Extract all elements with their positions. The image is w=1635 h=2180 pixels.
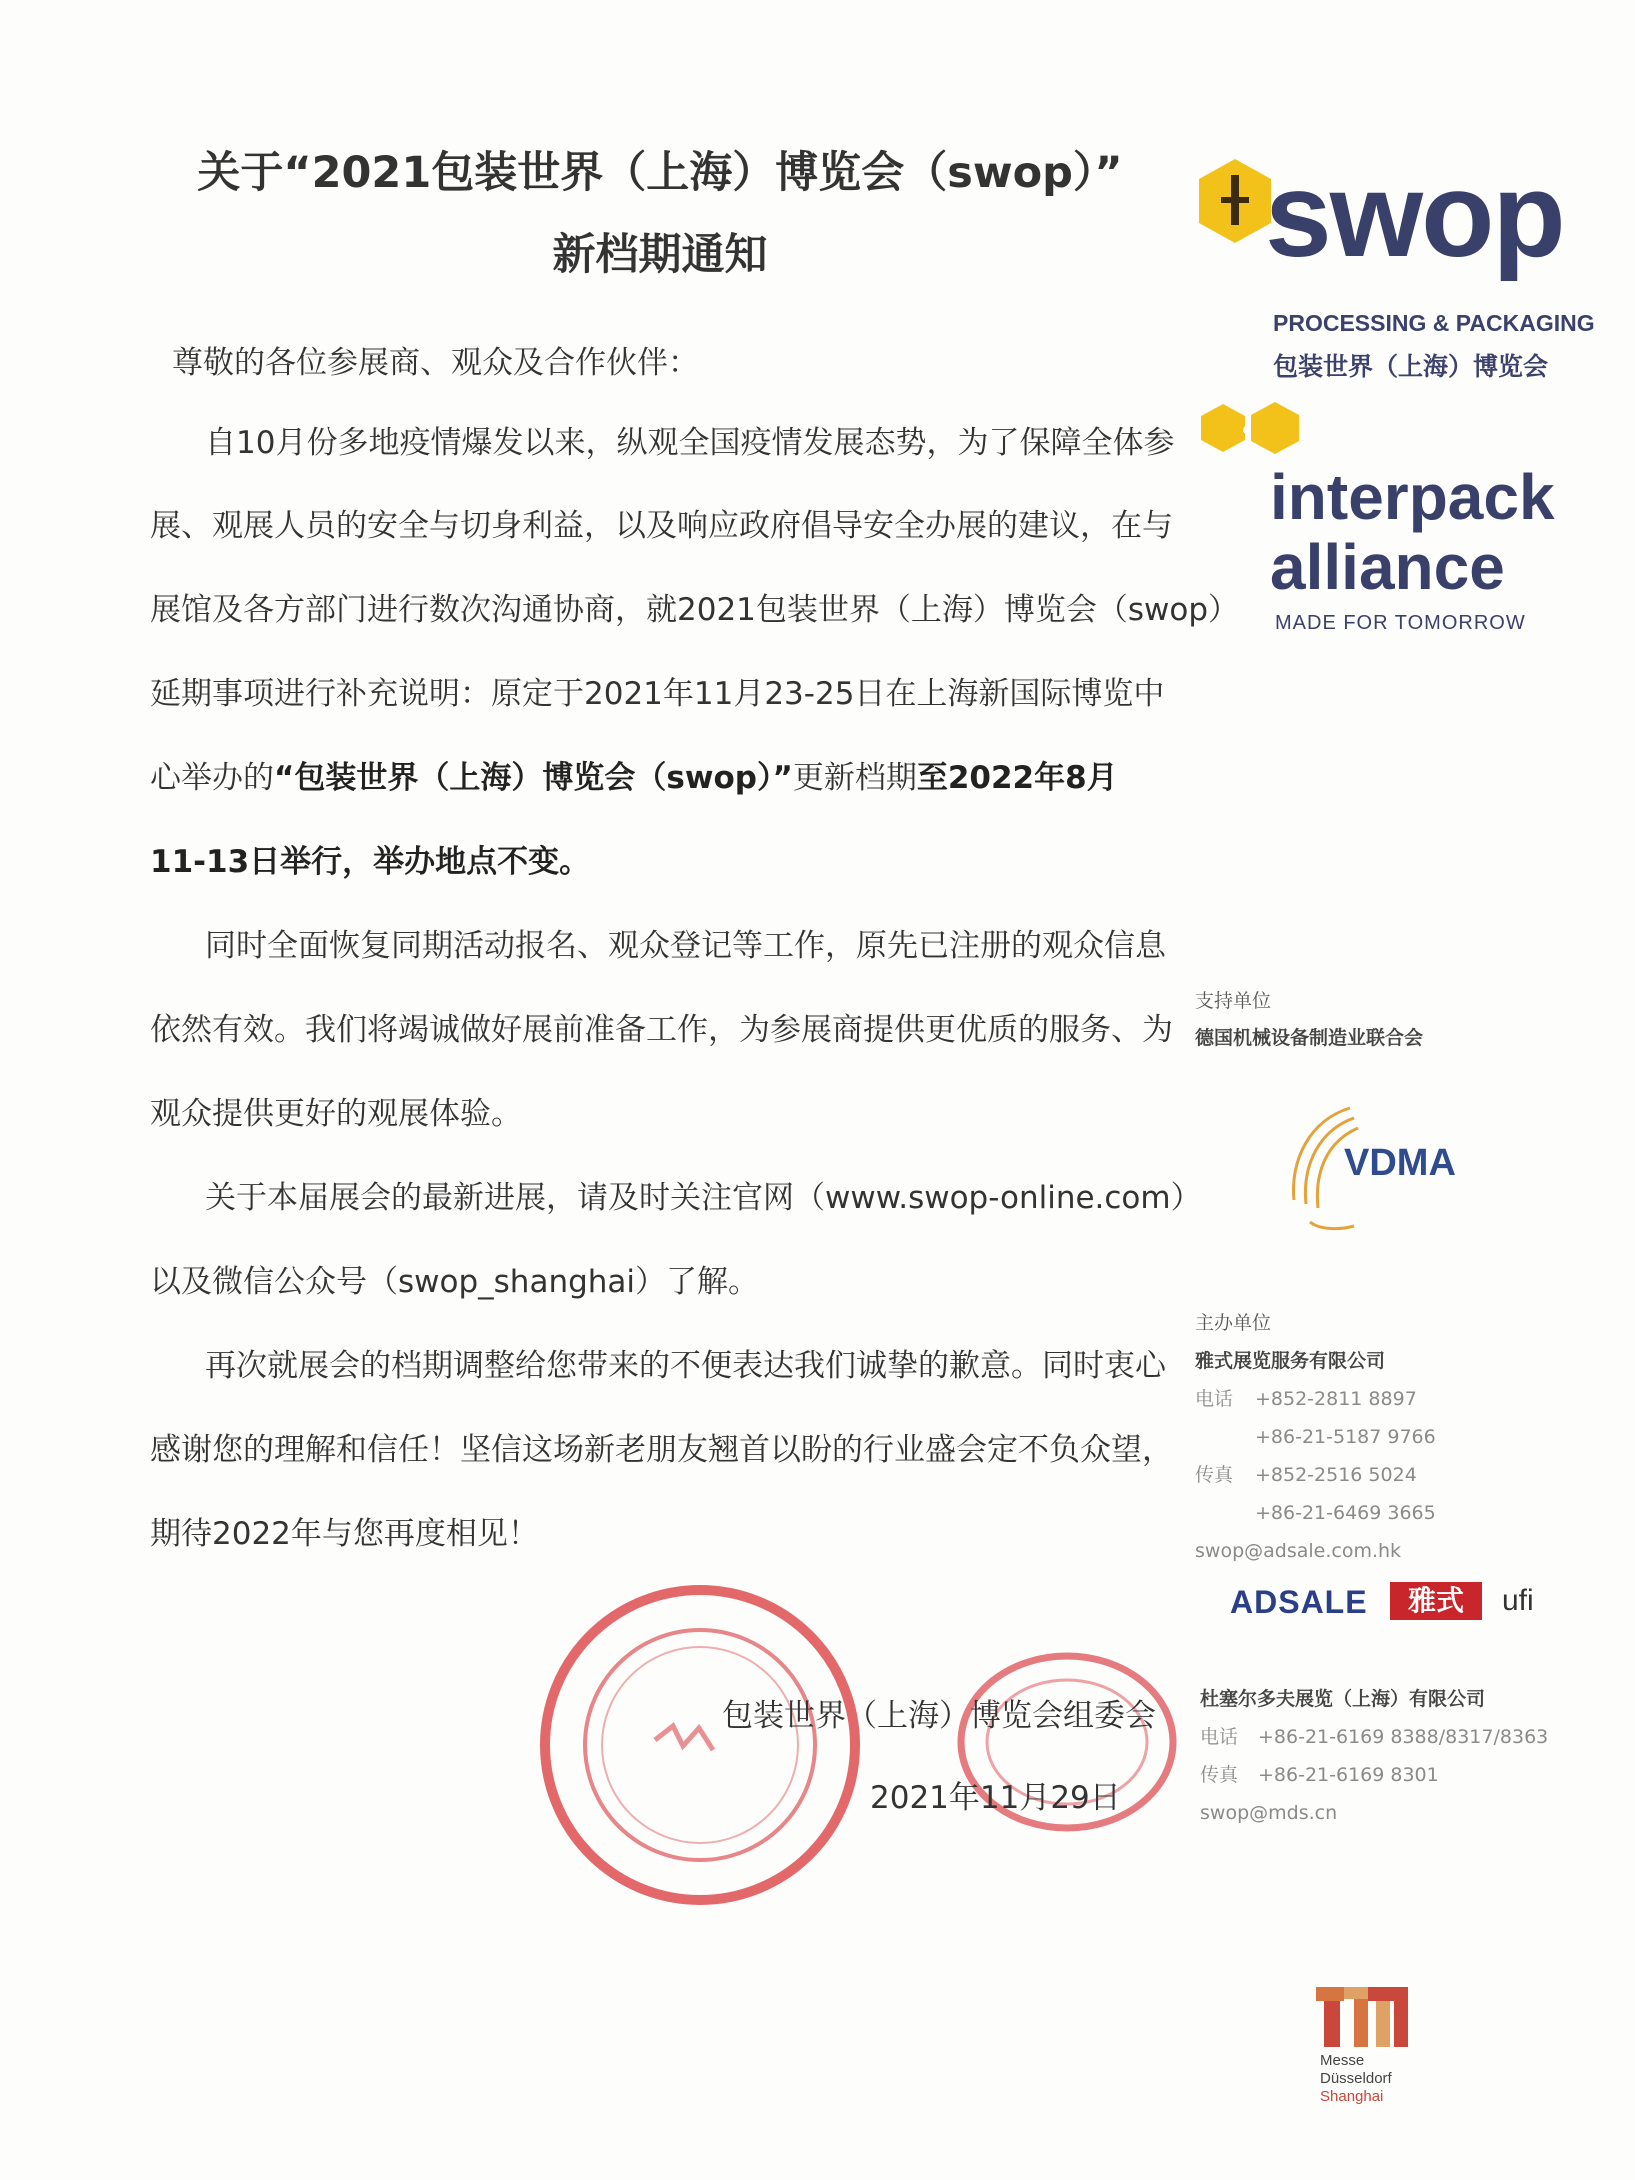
swop-hexagon-icon bbox=[1195, 157, 1275, 247]
support-label: 支持单位 bbox=[1195, 990, 1272, 1012]
swop-wordmark: swop bbox=[1265, 148, 1564, 282]
adsale-wordmark: ADSALE bbox=[1230, 1584, 1368, 1620]
paragraph-1-line-3: 展馆及各方部门进行数次沟通协商，就2021包装世界（上海）博览会（swop） bbox=[150, 592, 1240, 628]
letter-title-line1: 关于“2021包装世界（上海）博览会（swop）” bbox=[197, 148, 1123, 198]
paragraph-2-line-3: 观众提供更好的观展体验。 bbox=[150, 1096, 522, 1132]
new-date-venue-bold: 11-13日举行，举办地点不变。 bbox=[150, 844, 591, 880]
host-tel-label: 电话 bbox=[1195, 1388, 1234, 1410]
paragraph-1-line-1: 自10月份多地疫情爆发以来，纵观全国疫情发展态势，为了保障全体参 bbox=[205, 425, 1175, 461]
paragraph-2-line-2: 依然有效。我们将竭诚做好展前准备工作，为参展商提供更优质的服务、为 bbox=[150, 1012, 1173, 1048]
paragraph-3-line-2: 以及微信公众号（swop_shanghai）了解。 bbox=[150, 1264, 760, 1300]
paragraph-4-line-3: 期待2022年与您再度相见！ bbox=[150, 1516, 539, 1552]
alliance-word: alliance bbox=[1270, 531, 1505, 603]
company-seal-stamp bbox=[535, 1580, 865, 1910]
vdma-wordmark: VDMA bbox=[1344, 1142, 1456, 1184]
messe-m-icon bbox=[1310, 1975, 1425, 2050]
messe-fax: +86-21-6169 8301 bbox=[1258, 1764, 1439, 1786]
messe-logo-line-3: Shanghai bbox=[1320, 2088, 1384, 2105]
host-tel-1: +852-2811 8897 bbox=[1255, 1388, 1417, 1410]
host-org: 雅式展览服务有限公司 bbox=[1195, 1350, 1386, 1372]
new-date-bold: 至2022年8月 bbox=[916, 760, 1118, 796]
adsale-ufi-logo bbox=[1230, 1578, 1550, 1638]
host-email: swop@adsale.com.hk bbox=[1195, 1540, 1402, 1562]
host-fax-2: +86-21-6469 3665 bbox=[1255, 1502, 1436, 1524]
paragraph-4-line-2: 感谢您的理解和信任！坚信这场新老朋友翘首以盼的行业盛会定不负众望， bbox=[150, 1432, 1173, 1468]
made-for-tomorrow-tagline: MADE FOR TOMORROW bbox=[1275, 612, 1526, 634]
paragraph-1-line-6 bbox=[150, 844, 590, 881]
host-fax-1: +852-2516 5024 bbox=[1255, 1464, 1417, 1486]
swop-logo bbox=[1195, 148, 1595, 390]
paragraph-1-line-2: 展、观展人员的安全与切身利益，以及响应政府倡导安全办展的建议，在与 bbox=[150, 508, 1173, 544]
messe-tel-label: 电话 bbox=[1200, 1726, 1239, 1748]
salutation: 尊敬的各位参展商、观众及合作伙伴： bbox=[172, 345, 699, 381]
adsale-chinese-mark: 雅式 bbox=[1390, 1582, 1482, 1620]
letter-title-line2: 新档期通知 bbox=[552, 230, 768, 280]
interpack-word: interpack bbox=[1270, 461, 1555, 533]
paragraph-1-line-4: 延期事项进行补充说明：原定于2021年11月23-25日在上海新国际博览中 bbox=[150, 676, 1165, 712]
host-fax-label: 传真 bbox=[1195, 1464, 1234, 1486]
host-tel-2: +86-21-5187 9766 bbox=[1255, 1426, 1436, 1448]
messe-logo-line-1: Messe bbox=[1320, 2052, 1365, 2069]
messe-logo-line-2: Düsseldorf bbox=[1320, 2070, 1392, 2087]
swop-tagline: PROCESSING & PACKAGING bbox=[1273, 310, 1595, 336]
swop-chinese-name: 包装世界（上海）博览会 bbox=[1273, 352, 1549, 381]
paragraph-1-line-5 bbox=[150, 760, 1118, 797]
exhibition-name-bold: “包装世界（上海）博览会（swop）” bbox=[274, 760, 793, 796]
paragraph-1-line-5-mid: 更新档期 bbox=[792, 760, 917, 796]
messe-dusseldorf-logo bbox=[1310, 1975, 1460, 2105]
vdma-logo bbox=[1280, 1100, 1480, 1235]
paragraph-2-line-1: 同时全面恢复同期活动报名、观众登记等工作，原先已注册的观众信息 bbox=[205, 928, 1166, 964]
interpack-hexagons-icon bbox=[1195, 400, 1310, 460]
host-label: 主办单位 bbox=[1195, 1312, 1272, 1334]
messe-org-name: 杜塞尔多夫展览（上海）有限公司 bbox=[1200, 1688, 1486, 1710]
paragraph-1-line-5-pre: 心举办的 bbox=[150, 760, 274, 796]
messe-tel: +86-21-6169 8388/8317/8363 bbox=[1258, 1726, 1549, 1748]
paragraph-3-line-1: 关于本届展会的最新进展，请及时关注官网（www.swop-online.com） bbox=[205, 1180, 1202, 1216]
signature-date: 2021年11月29日 bbox=[870, 1780, 1121, 1816]
paragraph-4-line-1: 再次就展会的档期调整给您带来的不便表达我们诚挚的歉意。同时衷心 bbox=[205, 1348, 1166, 1384]
signature-organizer: 包装世界（上海）博览会组委会 bbox=[722, 1698, 1156, 1734]
ufi-mark: ufi bbox=[1502, 1584, 1534, 1617]
interpack-alliance-logo bbox=[1195, 400, 1565, 640]
messe-fax-label: 传真 bbox=[1200, 1764, 1239, 1786]
messe-email: swop@mds.cn bbox=[1200, 1802, 1338, 1824]
support-org: 德国机械设备制造业联合会 bbox=[1195, 1027, 1424, 1049]
